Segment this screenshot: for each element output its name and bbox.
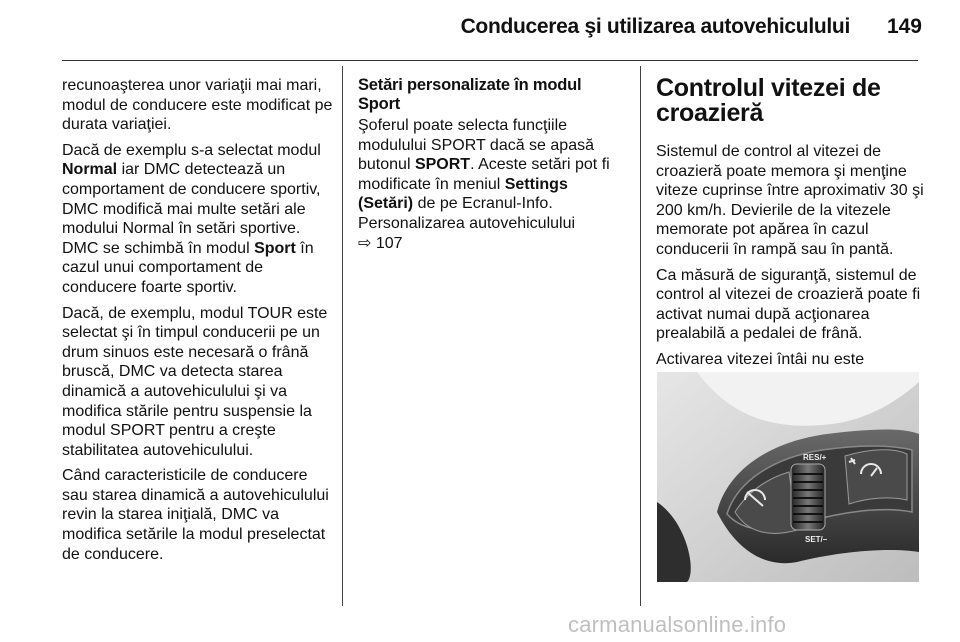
paragraph	[62, 141, 334, 298]
paragraph: Activarea vitezei întâi nu este	[656, 350, 865, 368]
header-title: Conducerea şi utilizarea autovehiculului	[460, 15, 850, 38]
paragraph: Când caracteristicile de conducere sau starea dinamică a autovehiculului revin la starea iniţială, DMC va modifica setările la modul preselectat de conducere.	[62, 467, 329, 563]
column-divider	[640, 66, 641, 606]
sport-button-label: SPORT	[414, 156, 471, 174]
text-run: Şoferul poate selecta funcţiile modulului SPORT dacă se apasă butonul	[358, 117, 594, 174]
text-run: . Aceste setări pot fi modificate în meniul	[358, 156, 610, 193]
text-run: în cazul unui comportament de conducere foarte sportiv.	[62, 239, 314, 296]
steering-wheel-controls-illustration	[657, 372, 919, 582]
paragraph: recunoaşterea unor variaţii mai mari, modul de conducere este modificat pe durata variaţiei.	[62, 77, 333, 134]
page-header	[0, 0, 960, 62]
page-ref-number[interactable]: 107	[371, 234, 403, 252]
watermark: carmanualsonline.info	[568, 612, 787, 637]
settings-menu-label: Settings (Setări)	[358, 175, 568, 213]
res-plus-label: RES/+	[803, 453, 827, 462]
subheading: Setări personalizate în modul Sport	[358, 76, 582, 113]
paragraph: Ca măsură de siguranţă, sistemul de control al vitezei de croazieră poate fi activat numai după acţionarea prealabilă a pedalei de frână.	[656, 266, 921, 343]
text-run: Personalizarea autovehiculului	[358, 214, 576, 232]
header-rule	[62, 60, 918, 61]
section-heading: Controlul vitezei de croazieră	[656, 74, 881, 127]
mode-normal: Normal	[62, 161, 118, 179]
text-run: iar DMC detectează un comportament de conducere sportiv, DMC modifică mai multe setări ale modului Normal în setări sportive. DMC se schimbă în modul	[62, 161, 321, 257]
column-left	[62, 76, 334, 570]
text-run: Dacă de exemplu s-a selectat modul	[62, 141, 321, 159]
steering-wheel-photo	[657, 372, 919, 582]
text-run: de pe Ecranul-Info.	[413, 195, 553, 213]
mode-sport: Sport	[254, 239, 296, 257]
column-middle	[358, 76, 620, 259]
paragraph	[358, 116, 620, 253]
column-right	[656, 76, 924, 395]
page-ref-arrow-icon: ⇨	[358, 234, 372, 252]
column-divider	[342, 66, 343, 606]
paragraph: Sistemul de control al vitezei de croazieră poate memora şi menţine viteze cuprinse între aproximativ 30 şi 200 km/h. Devierile de la vitezele memorate pot apărea în cazul conducerii în rampă sau în pantă.	[656, 143, 924, 258]
paragraph: Dacă, de exemplu, modul TOUR este selectat şi în timpul conducerii pe un drum sinuos este necesară o frână bruscă, DMC va detecta starea dinamică a autovehiculului şi va modifica stările pentru suspensie la modul SPORT pentru a creşte stabilitatea autovehiculului.	[62, 304, 328, 459]
set-minus-label: SET/–	[805, 535, 828, 544]
page-number: 149	[886, 15, 922, 38]
